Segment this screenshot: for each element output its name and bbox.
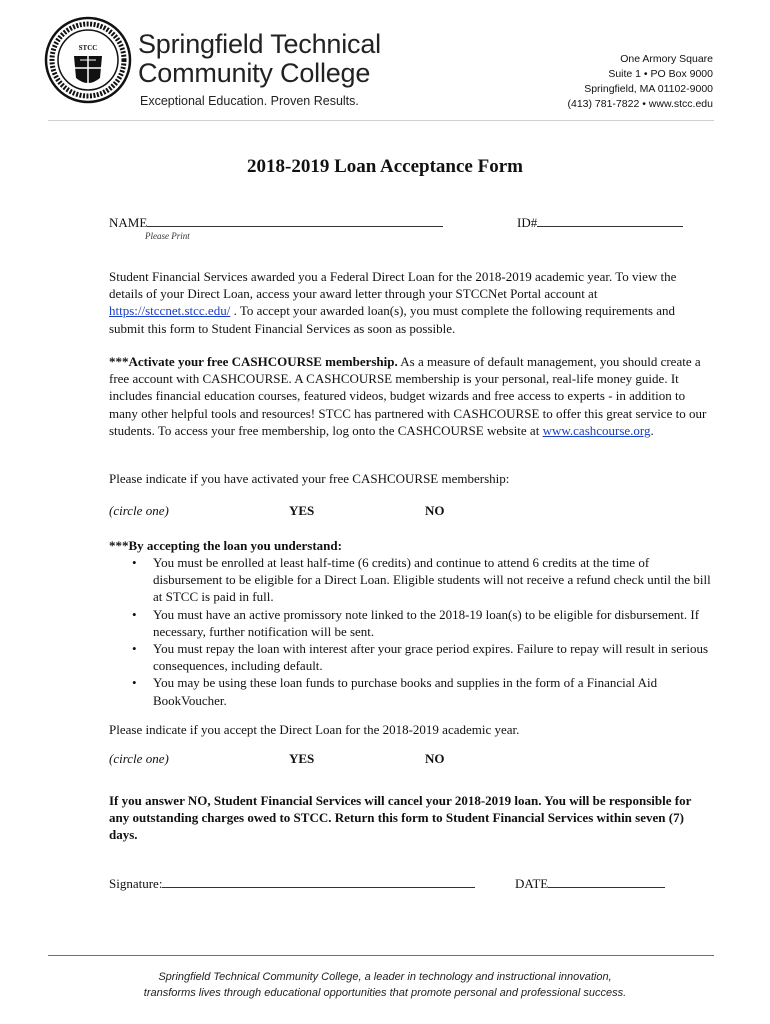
college-seal-logo bbox=[44, 16, 132, 104]
college-tagline: Exceptional Education. Proven Results. bbox=[140, 94, 359, 108]
signature-field[interactable] bbox=[109, 875, 475, 892]
address-line4: (413) 781-7822 • www.stcc.edu bbox=[567, 98, 713, 110]
seal-text: STCC bbox=[78, 44, 98, 52]
question-direct-loan: Please indicate if you accept the Direct Loan for the 2018-2019 academic year. bbox=[109, 722, 520, 737]
understand-list bbox=[132, 554, 712, 709]
intro-text2: . To accept your awarded loan(s), you must complete the following requirements and submit this form to Student Financial Services as soon as possible. bbox=[109, 303, 676, 336]
date-field[interactable] bbox=[515, 875, 665, 892]
college-name-line1: Springfield Technical bbox=[138, 29, 381, 59]
name-label: NAME bbox=[109, 215, 148, 230]
cashcourse-heading: ***Activate your free CASHCOURSE membership. bbox=[109, 354, 398, 369]
footer-line2: transforms lives through educational opportunities that promote personal and professional success. bbox=[143, 987, 627, 999]
circle-one-label-1: (circle one) bbox=[109, 503, 169, 518]
understand-heading: ***By accepting the loan you understand: bbox=[109, 538, 342, 553]
bullet-text-4: You may be using these loan funds to purchase books and supplies in the form of a Financial Aid BookVoucher. bbox=[153, 675, 658, 708]
signature-label: Signature: bbox=[109, 876, 163, 891]
bullet-text-2: You must have an active promissory note linked to the 2018-19 loan(s) to be eligible for disbursement. If necessary, further notification will be sent. bbox=[153, 606, 700, 639]
date-input-line[interactable] bbox=[548, 875, 665, 888]
list-item bbox=[132, 554, 712, 606]
bullet-icon: • bbox=[132, 641, 137, 657]
id-label: ID# bbox=[517, 215, 538, 230]
cashcourse-link[interactable]: www.cashcourse.org bbox=[542, 422, 651, 438]
cashcourse-text2: . bbox=[650, 422, 654, 438]
college-address bbox=[567, 52, 713, 112]
bullet-icon: • bbox=[132, 555, 137, 570]
name-hint: Please Print bbox=[145, 231, 190, 241]
name-input-line[interactable] bbox=[147, 214, 443, 227]
form-title: 2018-2019 Loan Acceptance Form bbox=[247, 156, 523, 177]
address-line2: Suite 1 • PO Box 9000 bbox=[608, 68, 713, 80]
footer-mission bbox=[0, 969, 770, 1001]
list-item bbox=[132, 640, 712, 674]
no-option-2[interactable]: NO bbox=[425, 751, 445, 766]
question-cashcourse: Please indicate if you have activated your free CASHCOURSE membership: bbox=[109, 471, 510, 486]
bullet-icon: • bbox=[132, 675, 137, 691]
college-name bbox=[138, 30, 381, 88]
college-name-line2: Community College bbox=[138, 58, 371, 88]
id-input-line[interactable] bbox=[537, 214, 683, 227]
signature-input-line[interactable] bbox=[162, 875, 475, 888]
cashcourse-paragraph bbox=[109, 353, 709, 439]
cashcourse-text1: As a measure of default management, you should create a free account with CASHCOURSE. A CASHCOURSE membership is your personal, real-life money guide. It includes financial education courses, featured videos, budget wizards and free access to experts - in addition to many other helpful tools and resources! STCC has partnered with CASHCOURSE to offer this great service to our students. To access your free membership, log onto the CASHCOURSE website at bbox=[109, 354, 707, 438]
intro-text1: Student Financial Services awarded you a Federal Direct Loan for the 2018-2019 academic year. To view the details of your Direct Loan, access your award letter through your STCCNet Portal account at bbox=[109, 269, 677, 302]
header-divider bbox=[48, 120, 714, 121]
address-line3: Springfield, MA 01102-9000 bbox=[584, 83, 713, 95]
name-field[interactable] bbox=[109, 214, 443, 231]
yes-option-2[interactable]: YES bbox=[289, 751, 315, 766]
yes-option-1[interactable]: YES bbox=[289, 503, 315, 518]
no-option-1[interactable]: NO bbox=[425, 503, 445, 518]
footer-divider bbox=[48, 955, 714, 956]
bullet-icon: • bbox=[132, 606, 137, 622]
address-line1: One Armory Square bbox=[620, 53, 713, 65]
cancellation-warning: If you answer NO, Student Financial Services will cancel your 2018-2019 loan. You will be responsible for any outstanding charges owed to STCC. Return this form to Student Financial Services within seven (7) days. bbox=[109, 793, 692, 843]
bullet-text-1: You must be enrolled at least half-time (6 credits) and continue to attend 6 credits at the time of disbursement to be eligible for a Direct Loan. Eligible students will not receive a refund check until the bill at STCC is paid in full. bbox=[153, 555, 711, 605]
circle-one-label-2: (circle one) bbox=[109, 751, 169, 766]
list-item bbox=[132, 674, 712, 708]
stccnet-link[interactable]: https://stccnet.stcc.edu/ bbox=[109, 303, 231, 319]
intro-paragraph bbox=[109, 268, 709, 337]
bullet-text-3: You must repay the loan with interest after your grace period expires. Failure to repay will result in serious consequences, including default. bbox=[153, 641, 709, 674]
date-label: DATE bbox=[515, 876, 549, 891]
list-item bbox=[132, 606, 712, 640]
footer-line1: Springfield Technical Community College, a leader in technology and instructional innovation, bbox=[158, 971, 612, 983]
id-field[interactable] bbox=[517, 214, 683, 231]
